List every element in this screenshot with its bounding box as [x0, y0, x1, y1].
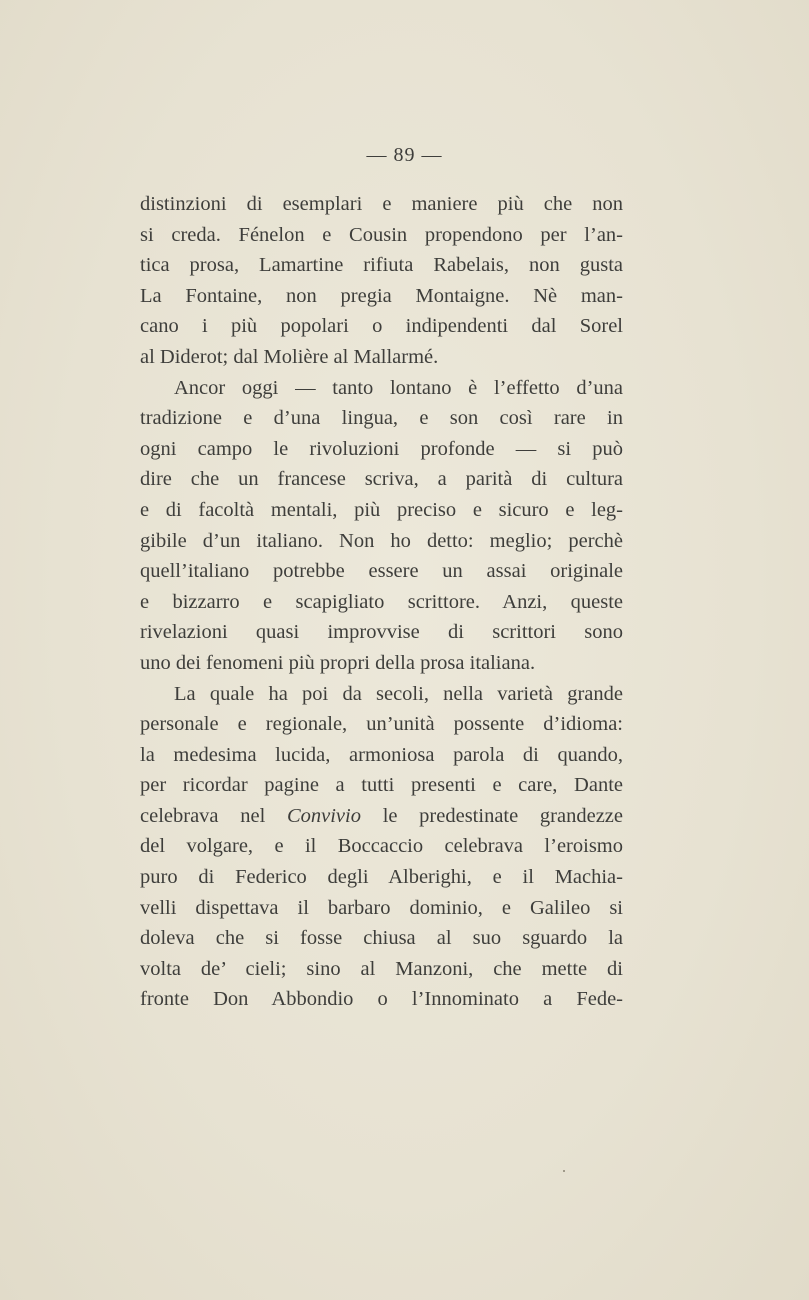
- text-line: uno dei fenomeni più propri della prosa italiana.: [140, 651, 536, 674]
- text-line: La Fontaine, non pregia Montaigne. Nè man-: [140, 284, 623, 307]
- text-line: puro di Federico degli Alberighi, e il Machia-: [140, 866, 623, 889]
- text-line: e bizzarro e scapigliato scrittore. Anzi, queste: [140, 590, 623, 613]
- text-segment: celebrava nel: [140, 804, 266, 827]
- text-line: gibile d’un italiano. Non ho detto: meglio; perchè: [140, 529, 623, 552]
- text-line: tica prosa, Lamartine rifiuta Rabelais, non gusta: [140, 254, 623, 277]
- paper-speck: [563, 1170, 565, 1172]
- text-segment: le predestinate grandezze: [382, 804, 623, 827]
- text-line: velli dispettava il barbaro dominio, e Galileo si: [140, 896, 623, 919]
- text-line: cano i più popolari o indipendenti dal Sorel: [140, 315, 623, 338]
- body-text: [140, 189, 623, 1015]
- text-line: del volgare, e il Boccaccio celebrava l’eroismo: [140, 835, 623, 858]
- text-line: per ricordar pagine a tutti presenti e care, Dante: [140, 774, 623, 797]
- text-line: doleva che si fosse chiusa al suo sguardo la: [140, 927, 623, 950]
- text-line: Ancor oggi — tanto lontano è l’effetto d’una: [174, 376, 623, 399]
- text-line: quell’italiano potrebbe essere un assai originale: [140, 560, 623, 583]
- text-line-with-italic: [140, 801, 623, 832]
- paragraph-3: [140, 679, 623, 1016]
- text-line: personale e regionale, un’unità possente d’idioma:: [140, 713, 623, 736]
- text-line: la medesima lucida, armoniosa parola di quando,: [140, 743, 623, 766]
- text-line: si creda. Fénelon e Cousin propendono per l’an-: [140, 223, 623, 246]
- text-line: distinzioni di esemplari e maniere più che non: [140, 193, 623, 215]
- page-number: — 89 —: [366, 144, 443, 166]
- text-line: tradizione e d’una lingua, e son così rare in: [140, 407, 623, 430]
- text-line: fronte Don Abbondio o l’Innominato a Fede-: [140, 988, 623, 1011]
- paragraph-2: [140, 373, 623, 679]
- text-line: e di facoltà mentali, più preciso e sicuro e leg-: [140, 498, 623, 521]
- text-line: volta de’ cieli; sino al Manzoni, che mette di: [140, 957, 623, 980]
- text-line: dire che un francese scriva, a parità di cultura: [140, 468, 623, 491]
- paragraph-1: [140, 189, 623, 373]
- text-line: rivelazioni quasi improvvise di scrittori sono: [140, 621, 623, 644]
- text-line: La quale ha poi da secoli, nella varietà grande: [174, 682, 623, 705]
- text-line: al Diderot; dal Molière al Mallarmé.: [140, 345, 439, 368]
- text-line: ogni campo le rivoluzioni profonde — si può: [140, 437, 623, 460]
- italic-title: Convivio: [286, 804, 361, 827]
